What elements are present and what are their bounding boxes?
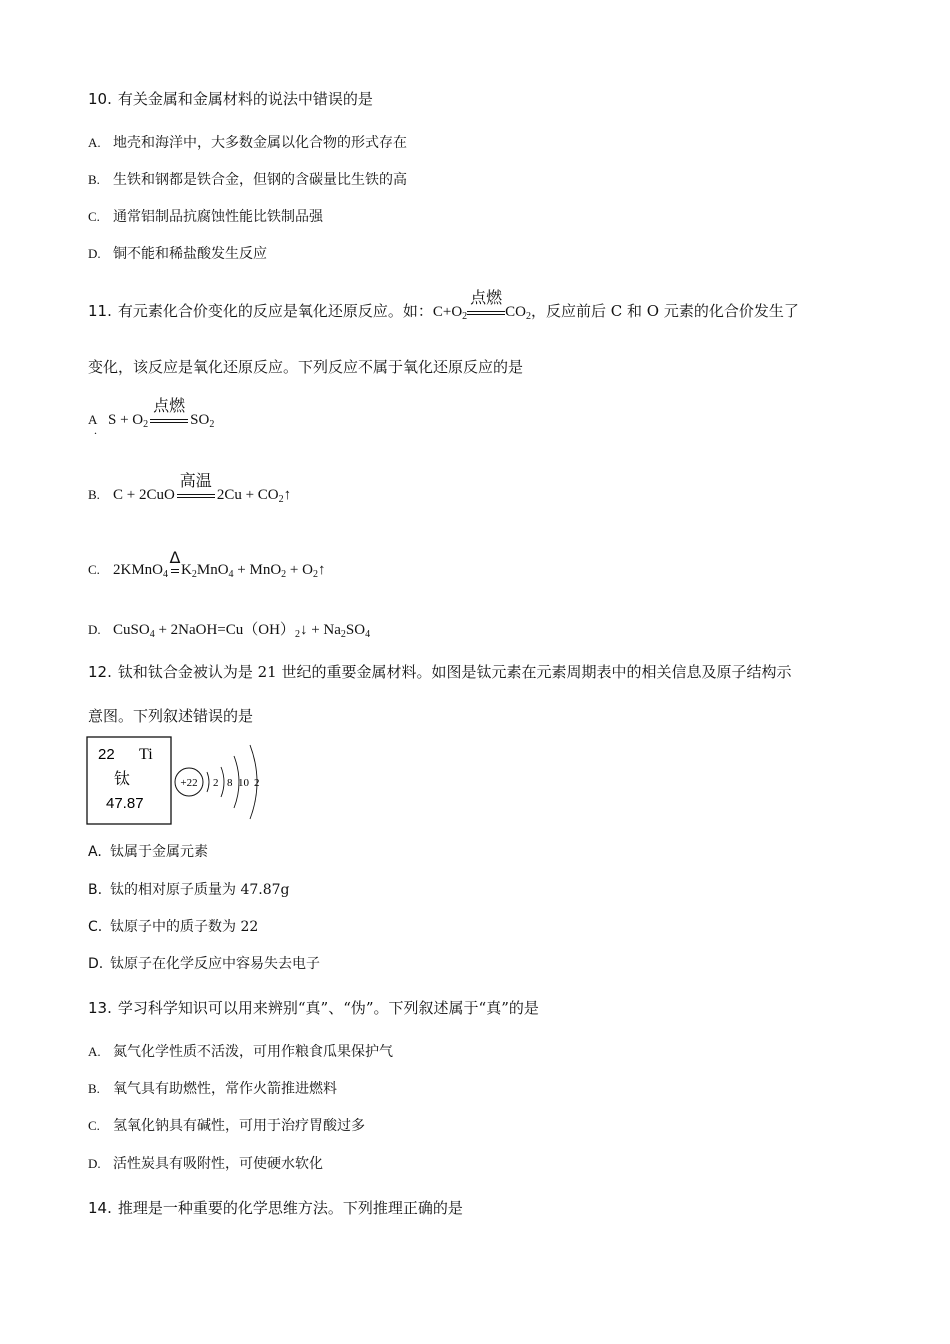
- atomic-number: 22: [98, 746, 115, 763]
- option-d[interactable]: [88, 953, 320, 973]
- option-letter: B.: [88, 172, 100, 187]
- option-letter: C.: [88, 919, 103, 935]
- option-d[interactable]: [88, 243, 267, 263]
- question-stem: 推理是一种重要的化学思维方法。下列推理正确的是: [117, 1199, 463, 1217]
- option-text: 活性炭具有吸附性，可使硬水软化: [113, 1156, 323, 1172]
- option-d[interactable]: [88, 1153, 323, 1173]
- option-text: 钛的相对原子质量为 47.87g: [110, 882, 290, 898]
- option-b[interactable]: [88, 1078, 337, 1098]
- option-letter: C.: [88, 562, 100, 577]
- option-a[interactable]: A . $S + O_2$ 点燃 $SO_2$: [88, 395, 215, 437]
- option-letter: A .: [88, 412, 98, 437]
- option-d[interactable]: D. CuSO$_4$ + $2NaOH=Cu(OH)_2↓ + Na_2SO_4$: [88, 622, 371, 640]
- option-text: 通常铝制品抗腐蚀性能比铁制品强: [113, 209, 323, 225]
- option-a[interactable]: [88, 1041, 393, 1061]
- question-number: 12.: [88, 663, 112, 681]
- option-text: 氢氧化钠具有碱性，可用于治疗胃酸过多: [113, 1118, 365, 1134]
- element-name: 钛: [114, 769, 131, 788]
- shell-electrons: 2: [254, 777, 260, 789]
- question-number: 10.: [88, 90, 112, 108]
- option-letter: C.: [88, 209, 100, 224]
- option-letter: D.: [88, 246, 101, 261]
- reaction-condition: 点燃: [150, 420, 188, 421]
- question-11-cont: 变化，该反应是氧化还原反应。下列反应不属于氧化还原反应的是: [88, 358, 524, 376]
- option-text: 生铁和钢都是铁合金，但钢的含碳量比生铁的高: [113, 172, 407, 188]
- question-14: [88, 1197, 463, 1218]
- option-b[interactable]: B. C + 2CuO 高温 $2Cu + CO_2↑$: [88, 470, 292, 505]
- equation-lhs: $C+O_2$: [432, 304, 468, 322]
- question-number: 14.: [88, 1199, 112, 1217]
- nucleus-charge: +22: [180, 777, 198, 789]
- option-a[interactable]: [88, 132, 407, 152]
- option-letter: B.: [88, 487, 100, 502]
- titanium-figure: [86, 735, 276, 827]
- element-symbol: Ti: [139, 746, 153, 763]
- question-12: [88, 661, 792, 682]
- option-text: 钛原子在化学反应中容易失去电子: [110, 956, 320, 972]
- question-stem: 钛和钛合金被认为是 21 世纪的重要金属材料。如图是钛元素在元素周期表中的相关信息及原子结构示: [117, 663, 792, 681]
- shell-electrons: 2: [213, 777, 219, 789]
- option-letter: D.: [88, 622, 101, 637]
- question-number: 13.: [88, 999, 112, 1017]
- option-c[interactable]: C. 2KMnO$_4$ Δ $K_2MnO_4 + MnO_2$ + $O_2↑$: [88, 547, 326, 580]
- option-a[interactable]: [88, 841, 208, 861]
- question-10: [88, 88, 373, 109]
- shell-electrons: 8: [227, 777, 233, 789]
- question-13: [88, 997, 539, 1018]
- option-letter: B.: [88, 882, 103, 898]
- reaction-condition: 高温: [177, 495, 215, 496]
- option-c[interactable]: [88, 206, 323, 226]
- element-card: [87, 737, 171, 824]
- option-b[interactable]: [88, 879, 290, 899]
- reaction-condition: 点燃: [467, 312, 505, 313]
- reaction-condition: Δ: [170, 570, 180, 571]
- option-letter: C.: [88, 1118, 100, 1133]
- option-b[interactable]: [88, 169, 407, 189]
- option-letter: A.: [88, 135, 101, 150]
- option-c[interactable]: [88, 916, 258, 936]
- option-text: 钛原子中的质子数为 22: [110, 919, 259, 935]
- question-12-cont: 意图。下列叙述错误的是: [88, 707, 254, 725]
- option-letter: B.: [88, 1081, 100, 1096]
- option-letter: A.: [88, 1044, 101, 1059]
- option-text: 氮气化学性质不活泼，可用作粮食瓜果保护气: [113, 1044, 393, 1060]
- atom-structure: [175, 745, 260, 819]
- question-stem-cont: ，反应前后 C 和 O 元素的化合价发生了: [531, 302, 799, 320]
- option-text: 铜不能和稀盐酸发生反应: [113, 246, 267, 262]
- option-c[interactable]: [88, 1115, 365, 1135]
- question-stem: 有元素化合价变化的反应是氧化还原反应。如：: [117, 302, 433, 320]
- question-number: 11.: [88, 302, 112, 320]
- option-text: 氧气具有助燃性，常作火箭推进燃料: [113, 1081, 337, 1097]
- option-text: 钛属于金属元素: [110, 844, 208, 860]
- option-letter: A.: [88, 844, 102, 860]
- option-text: 地壳和海洋中，大多数金属以化合物的形式存在: [113, 135, 407, 151]
- question-stem: 学习科学知识可以用来辨别“真”、“伪”。下列叙述属于“真”的是: [117, 999, 539, 1017]
- equation-rhs: $CO_2$: [505, 304, 532, 322]
- question-stem: 有关金属和金属材料的说法中错误的是: [117, 90, 373, 108]
- atomic-mass: 47.87: [106, 795, 144, 812]
- option-letter: D.: [88, 1156, 101, 1171]
- shell-electrons: 10: [238, 777, 249, 789]
- option-letter: D.: [88, 956, 104, 972]
- question-11: [88, 287, 799, 322]
